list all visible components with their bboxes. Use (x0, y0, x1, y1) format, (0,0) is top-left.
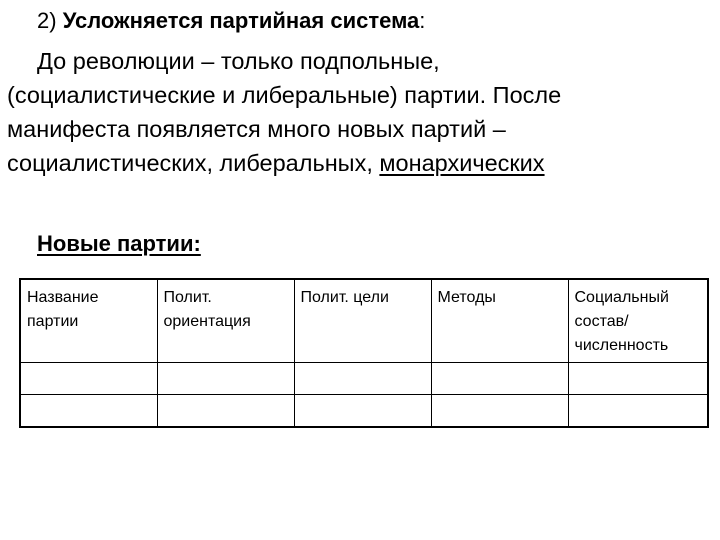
paragraph (7, 44, 707, 180)
paragraph-line4-prefix: социалистических, либеральных, (7, 150, 380, 176)
table-cell[interactable] (157, 363, 294, 395)
heading-number: 2) (37, 8, 57, 33)
table-cell[interactable] (431, 363, 568, 395)
table-cell[interactable] (157, 395, 294, 428)
table-cell[interactable] (294, 395, 431, 428)
monarchist-underlined: монархических (379, 150, 545, 176)
paragraph-line: (социалистические и либеральные) партии. После (7, 82, 562, 108)
header-methods: Методы (431, 279, 568, 363)
table-header-row (20, 279, 708, 363)
header-party-name: Название партии (20, 279, 157, 363)
heading-colon: : (419, 8, 426, 33)
table-cell[interactable] (568, 395, 708, 428)
header-goals: Полит. цели (294, 279, 431, 363)
table-row (20, 395, 708, 428)
table-row (20, 363, 708, 395)
header-social-composition: Социальный состав/численность (568, 279, 708, 363)
heading-title: Усложняется партийная система (62, 8, 420, 33)
header-orientation: Полит. ориентация (157, 279, 294, 363)
table-cell[interactable] (294, 363, 431, 395)
table-cell[interactable] (431, 395, 568, 428)
section-title: Новые партии: (37, 231, 201, 256)
table-cell[interactable] (568, 363, 708, 395)
paragraph-line (7, 146, 707, 180)
paragraph-line: До революции – только подпольные, (37, 48, 440, 74)
parties-table (19, 278, 709, 428)
table-cell[interactable] (20, 363, 157, 395)
heading (37, 6, 425, 36)
paragraph-line: манифеста появляется много новых партий – (7, 116, 506, 142)
table-cell[interactable] (20, 395, 157, 428)
